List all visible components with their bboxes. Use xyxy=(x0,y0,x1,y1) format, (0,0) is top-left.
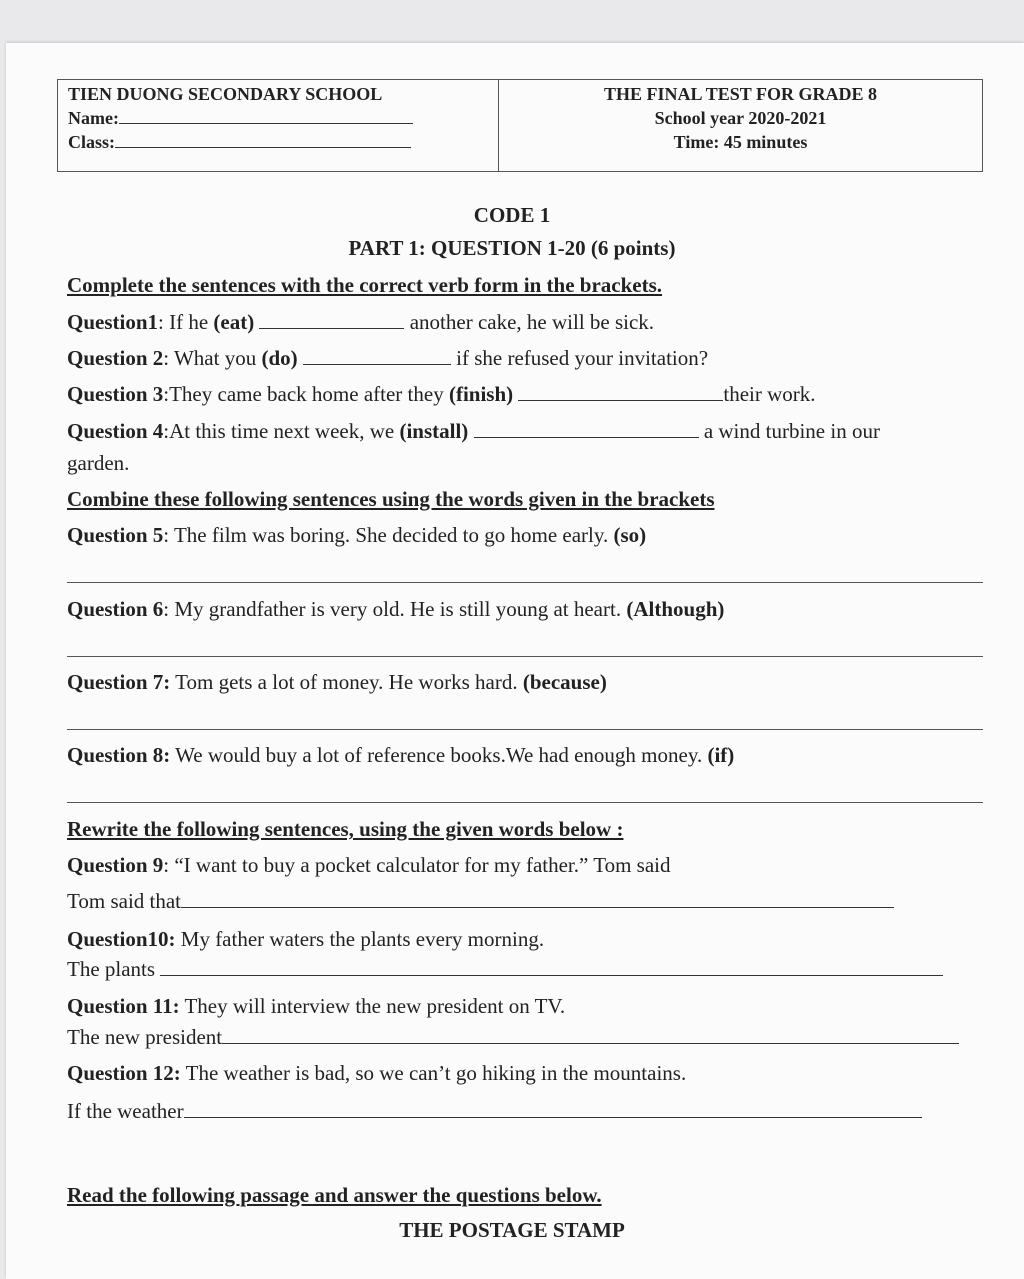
class-line xyxy=(68,130,488,154)
q10-answer-blank[interactable] xyxy=(160,957,943,976)
question-5 xyxy=(67,522,646,548)
q7-answer-line[interactable] xyxy=(67,729,983,730)
q3-post: their work. xyxy=(723,382,816,406)
q12-start: If the weather xyxy=(67,1099,184,1123)
section4-instruction: Read the following passage and answer the questions below. xyxy=(67,1183,602,1207)
question-9 xyxy=(67,852,671,878)
q11-text: They will interview the new president on TV. xyxy=(179,994,566,1018)
q3-label: Question 3 xyxy=(67,382,164,406)
q1-answer-blank[interactable] xyxy=(259,310,404,329)
code-label: CODE 1 xyxy=(473,203,551,227)
q8-hint: (if) xyxy=(707,743,735,767)
test-paper xyxy=(6,43,1024,1279)
q4-continuation: garden. xyxy=(67,451,130,475)
q4-verb: (install) xyxy=(399,419,469,443)
q12-text: The weather is bad, so we can’t go hiking in the mountains. xyxy=(180,1061,687,1085)
class-blank[interactable] xyxy=(115,133,411,148)
question-4 xyxy=(67,418,880,444)
q2-verb: (do) xyxy=(261,346,298,370)
q7-label: Question 7: xyxy=(67,670,171,694)
q10-answer-row xyxy=(67,956,943,982)
q5-text: : The film was boring. She decided to go home early. xyxy=(163,523,614,547)
q11-answer-blank[interactable] xyxy=(222,1025,959,1044)
q11-start: The new president xyxy=(67,1025,223,1049)
test-time: Time: 45 minutes xyxy=(673,132,808,152)
q6-answer-line[interactable] xyxy=(67,656,983,657)
question-3 xyxy=(67,381,816,407)
q1-pre: : If he xyxy=(158,310,214,334)
q12-answer-blank[interactable] xyxy=(184,1099,922,1118)
q10-label: Question10: xyxy=(67,927,176,951)
part-title: PART 1: QUESTION 1-20 (6 points) xyxy=(348,236,676,260)
q2-label: Question 2 xyxy=(67,346,164,370)
question-12 xyxy=(67,1060,686,1086)
q2-pre: : What you xyxy=(163,346,262,370)
section3-instruction: Rewrite the following sentences, using the given words below : xyxy=(67,817,624,841)
question-6 xyxy=(67,596,724,622)
question-8 xyxy=(67,742,734,768)
header-right xyxy=(499,80,982,171)
q8-answer-line[interactable] xyxy=(67,802,983,803)
q9-answer-row xyxy=(67,888,894,914)
name-line xyxy=(68,106,488,130)
q10-text: My father waters the plants every morning. xyxy=(175,927,545,951)
q9-label: Question 9 xyxy=(67,853,164,877)
q4-answer-blank[interactable] xyxy=(474,419,699,438)
q12-answer-row xyxy=(67,1098,922,1124)
q8-text: We would buy a lot of reference books.We had enough money. xyxy=(170,743,708,767)
section2-instruction: Combine these following sentences using the words given in the brackets xyxy=(67,487,715,511)
question-7 xyxy=(67,669,607,695)
school-year: School year 2020-2021 xyxy=(654,108,827,128)
q6-label: Question 6 xyxy=(67,597,164,621)
question-10 xyxy=(67,926,544,952)
q11-answer-row xyxy=(67,1024,959,1050)
header-box xyxy=(57,79,983,172)
class-label: Class: xyxy=(68,132,116,152)
q3-verb: (finish) xyxy=(448,382,514,406)
school-name: TIEN DUONG SECONDARY SCHOOL xyxy=(68,84,383,104)
q4-post: a wind turbine in our xyxy=(698,419,880,443)
q9-answer-blank[interactable] xyxy=(181,889,894,908)
q9-start: Tom said that xyxy=(67,889,182,913)
q1-label: Question1 xyxy=(67,310,159,334)
question-1 xyxy=(67,309,654,335)
q11-label: Question 11: xyxy=(67,994,180,1018)
q5-hint: (so) xyxy=(613,523,647,547)
q3-pre: :They came back home after they xyxy=(163,382,449,406)
q5-answer-line[interactable] xyxy=(67,582,983,583)
q1-post: another cake, he will be sick. xyxy=(404,310,655,334)
q4-pre: :At this time next week, we xyxy=(163,419,400,443)
q7-hint: (because) xyxy=(522,670,607,694)
q12-label: Question 12: xyxy=(67,1061,181,1085)
q4-label: Question 4 xyxy=(67,419,164,443)
q9-text: : “I want to buy a pocket calculator for my father.” Tom said xyxy=(163,853,671,877)
header-left xyxy=(58,80,499,171)
question-11 xyxy=(67,993,565,1019)
q7-text: Tom gets a lot of money. He works hard. xyxy=(170,670,523,694)
q2-answer-blank[interactable] xyxy=(303,346,451,365)
q6-text: : My grandfather is very old. He is still young at heart. xyxy=(163,597,627,621)
q3-answer-blank[interactable] xyxy=(518,382,723,401)
test-title: THE FINAL TEST FOR GRADE 8 xyxy=(604,84,877,104)
q2-post: if she refused your invitation? xyxy=(450,346,709,370)
name-blank[interactable] xyxy=(119,109,413,124)
q10-start: The plants xyxy=(67,957,161,981)
name-label: Name: xyxy=(68,108,119,128)
q8-label: Question 8: xyxy=(67,743,171,767)
passage-title: THE POSTAGE STAMP xyxy=(399,1218,625,1242)
q6-hint: (Although) xyxy=(626,597,725,621)
q5-label: Question 5 xyxy=(67,523,164,547)
q1-verb: (eat) xyxy=(213,310,255,334)
section1-instruction: Complete the sentences with the correct verb form in the brackets. xyxy=(67,273,663,297)
question-2 xyxy=(67,345,708,371)
